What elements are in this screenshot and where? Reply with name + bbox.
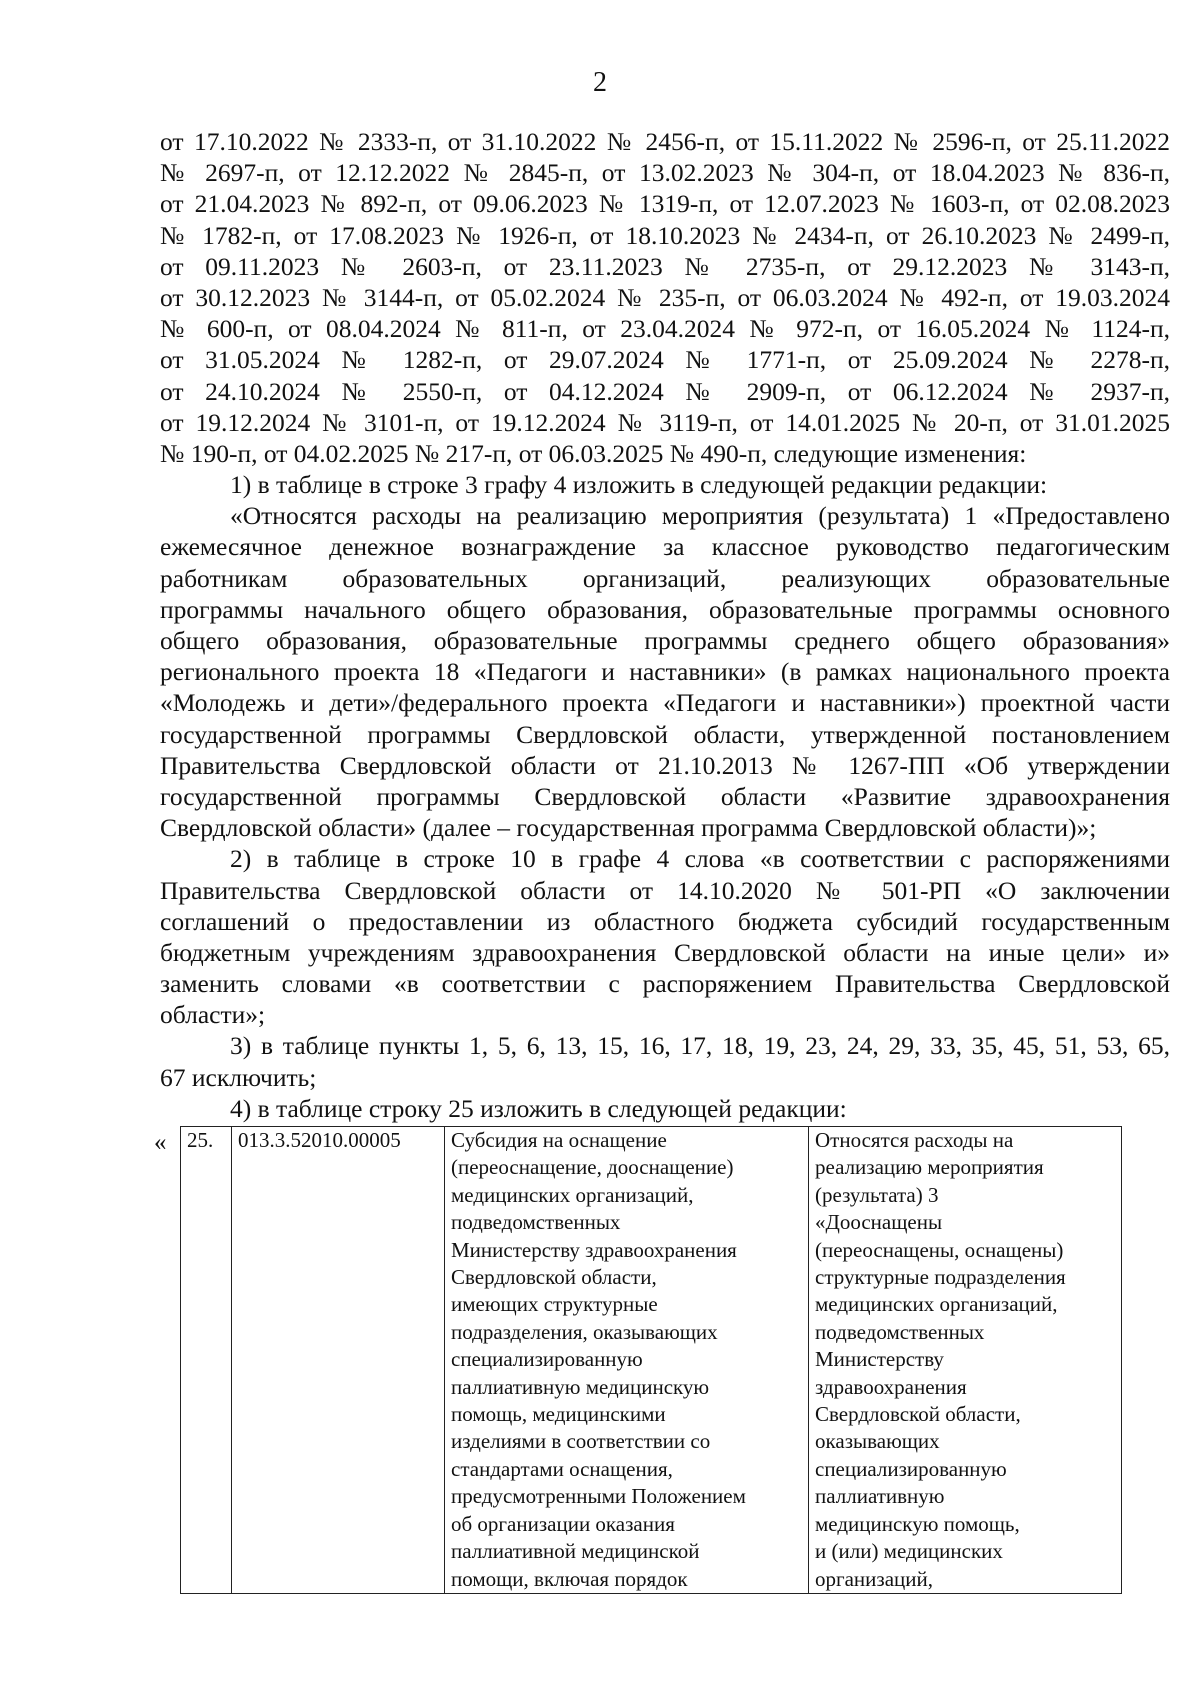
cell-line: Относятся расходы на xyxy=(815,1128,1014,1152)
cell-line: стандартами оснащения, xyxy=(451,1456,673,1481)
text-line: № 2697-п, от 12.12.2022 № 2845-п, от 13.02.2023 № 304-п, от 18.04.2023 № 836-п, xyxy=(160,158,1170,188)
cell-line: предусмотренными Положением xyxy=(451,1484,746,1509)
text-line: от 24.10.2024 № 2550-п, от 04.12.2024 № 2909-п, от 06.12.2024 № 2937-п, xyxy=(160,376,1170,406)
text-line: 67 исключить; xyxy=(160,1062,317,1092)
page-number: 2 xyxy=(593,67,607,98)
body-text xyxy=(160,126,1170,1124)
cell-line: подведомственных xyxy=(451,1210,621,1235)
text-line: № 1782-п, от 17.08.2023 № 1926-п, от 18.10.2023 № 2434-п, от 26.10.2023 № 2499-п, xyxy=(160,220,1170,250)
text-line: Правительства Свердловской области от 14.10.2020 № 501-РП «О заключении xyxy=(160,875,1170,905)
cell-line: Свердловской области, xyxy=(451,1265,657,1290)
cell-line: подразделения, оказывающих xyxy=(451,1319,718,1344)
cell-line: здравоохранения xyxy=(815,1374,967,1399)
text-line: № 600-п, от 08.04.2024 № 811-п, от 23.04.2024 № 972-п, от 16.05.2024 № 1124-п, xyxy=(160,314,1170,344)
text-line: от 30.12.2023 № 3144-п, от 05.02.2024 № 235-п, от 06.03.2024 № 492-п, от 19.03.2024 xyxy=(160,282,1170,312)
text-line: № 190-п, от 04.02.2025 № 217-п, от 06.03.2025 № 490-п, следующие изменения: xyxy=(160,438,1027,468)
text-line: государственной программы Свердловской области «Развитие здравоохранения xyxy=(160,781,1170,811)
text-line: «Молодежь и дети»/федерального проекта «Педагоги и наставники») проектной части xyxy=(160,688,1170,718)
text-line: Правительства Свердловской области от 21.10.2013 № 1267-ПП «Об утверждении xyxy=(160,750,1170,780)
description-cell xyxy=(809,1127,1122,1594)
cell-line: «Дооснащены xyxy=(815,1210,943,1235)
cell-line: организаций, xyxy=(815,1566,933,1591)
cell-line: структурные подразделения xyxy=(815,1265,1066,1290)
text-line: государственной программы Свердловской области, утвержденной постановлением xyxy=(160,719,1170,749)
text-line: 4) в таблице строку 25 изложить в следующей редакции: xyxy=(230,1093,847,1123)
code-cell: 013.3.52010.00005 xyxy=(232,1127,445,1594)
cell-line: помощь, медицинскими xyxy=(451,1402,666,1427)
cell-line: Свердловской области, xyxy=(815,1402,1021,1427)
row-number-cell: 25. xyxy=(181,1127,232,1594)
text-line: от 19.12.2024 № 3101-п, от 19.12.2024 № 3119-п, от 14.01.2025 № 20-п, от 31.01.2025 xyxy=(160,407,1170,437)
cell-line: паллиативную медицинскую xyxy=(451,1374,710,1399)
cell-line: медицинскую помощь, xyxy=(815,1511,1020,1536)
text-line: Свердловской области» (далее – государственная программа Свердловской области)»; xyxy=(160,813,1097,843)
cell-line: оказывающих xyxy=(815,1429,940,1454)
text-line: от 31.05.2024 № 1282-п, от 29.07.2024 № 1771-п, от 25.09.2024 № 2278-п, xyxy=(160,345,1170,375)
text-line: от 21.04.2023 № 892-п, от 09.06.2023 № 1319-п, от 12.07.2023 № 1603-п, от 02.08.2023 xyxy=(160,189,1170,219)
cell-line: (переоснащение, дооснащение) xyxy=(451,1155,734,1180)
cell-line: специализированную xyxy=(451,1347,643,1372)
cell-line: Министерству xyxy=(815,1347,944,1372)
cell-line: (результата) 3 xyxy=(815,1182,939,1207)
text-line: области»; xyxy=(160,1000,266,1030)
text-line: общего образования, образовательные программы среднего общего образования» xyxy=(160,626,1170,655)
text-line: соглашений о предоставлении из областного бюджета субсидий государственным xyxy=(160,906,1170,936)
text-line: работникам образовательных организаций, реализующих образовательные xyxy=(160,563,1170,593)
text-line: 3) в таблице пункты 1, 5, 6, 13, 15, 16, 17, 18, 19, 23, 24, 29, 33, 35, 45, 51, 53, 65, xyxy=(230,1031,1170,1061)
text-line: регионального проекта 18 «Педагоги и наставники» (в рамках национального проекта xyxy=(160,657,1170,687)
cell-line: подведомственных xyxy=(815,1319,985,1344)
cell-line: медицинских организаций, xyxy=(815,1292,1058,1317)
open-quote: « xyxy=(154,1129,167,1156)
cell-line: паллиативную xyxy=(815,1484,945,1509)
text-line: от 17.10.2022 № 2333-п, от 31.10.2022 № 2456-п, от 15.11.2022 № 2596-п, от 25.11.2022 xyxy=(160,127,1170,156)
cell-line: помощи, включая порядок xyxy=(451,1566,688,1591)
cell-line: реализацию мероприятия xyxy=(815,1155,1044,1180)
cell-line: медицинских организаций, xyxy=(451,1182,694,1207)
cell-line: Субсидия на оснащение xyxy=(451,1128,667,1152)
cell-line: (переоснащены, оснащены) xyxy=(815,1237,1064,1262)
text-line: ежемесячное денежное вознаграждение за классное руководство педагогическим xyxy=(160,532,1170,562)
cell-line: Министерству здравоохранения xyxy=(451,1237,737,1262)
text-line: программы начального общего образования, образовательные программы основного xyxy=(160,594,1170,624)
cell-line: паллиативной медицинской xyxy=(451,1539,700,1564)
text-line: 2) в таблице в строке 10 в графе 4 слова «в соответствии с распоряжениями xyxy=(230,844,1170,874)
cell-line: специализированную xyxy=(815,1456,1007,1481)
text-line: от 09.11.2023 № 2603-п, от 23.11.2023 № 2735-п, от 29.12.2023 № 3143-п, xyxy=(160,251,1170,281)
cell-line: об организации оказания xyxy=(451,1511,675,1536)
text-line: «Относятся расходы на реализацию мероприятия (результата) 1 «Предоставлено xyxy=(230,501,1170,531)
cell-line: изделиями в соответствии со xyxy=(451,1429,711,1454)
cell-line: и (или) медицинских xyxy=(815,1539,1003,1564)
table-row xyxy=(180,1126,1122,1594)
cell-line: имеющих структурные xyxy=(451,1292,658,1317)
text-line: заменить словами «в соответствии с распоряжением Правительства Свердловской xyxy=(160,969,1170,999)
name-cell xyxy=(445,1127,809,1594)
text-line: 1) в таблице в строке 3 графу 4 изложить в следующей редакции редакции: xyxy=(230,470,1048,500)
text-line: бюджетным учреждениям здравоохранения Свердловской области на иные цели» и» xyxy=(160,937,1170,967)
